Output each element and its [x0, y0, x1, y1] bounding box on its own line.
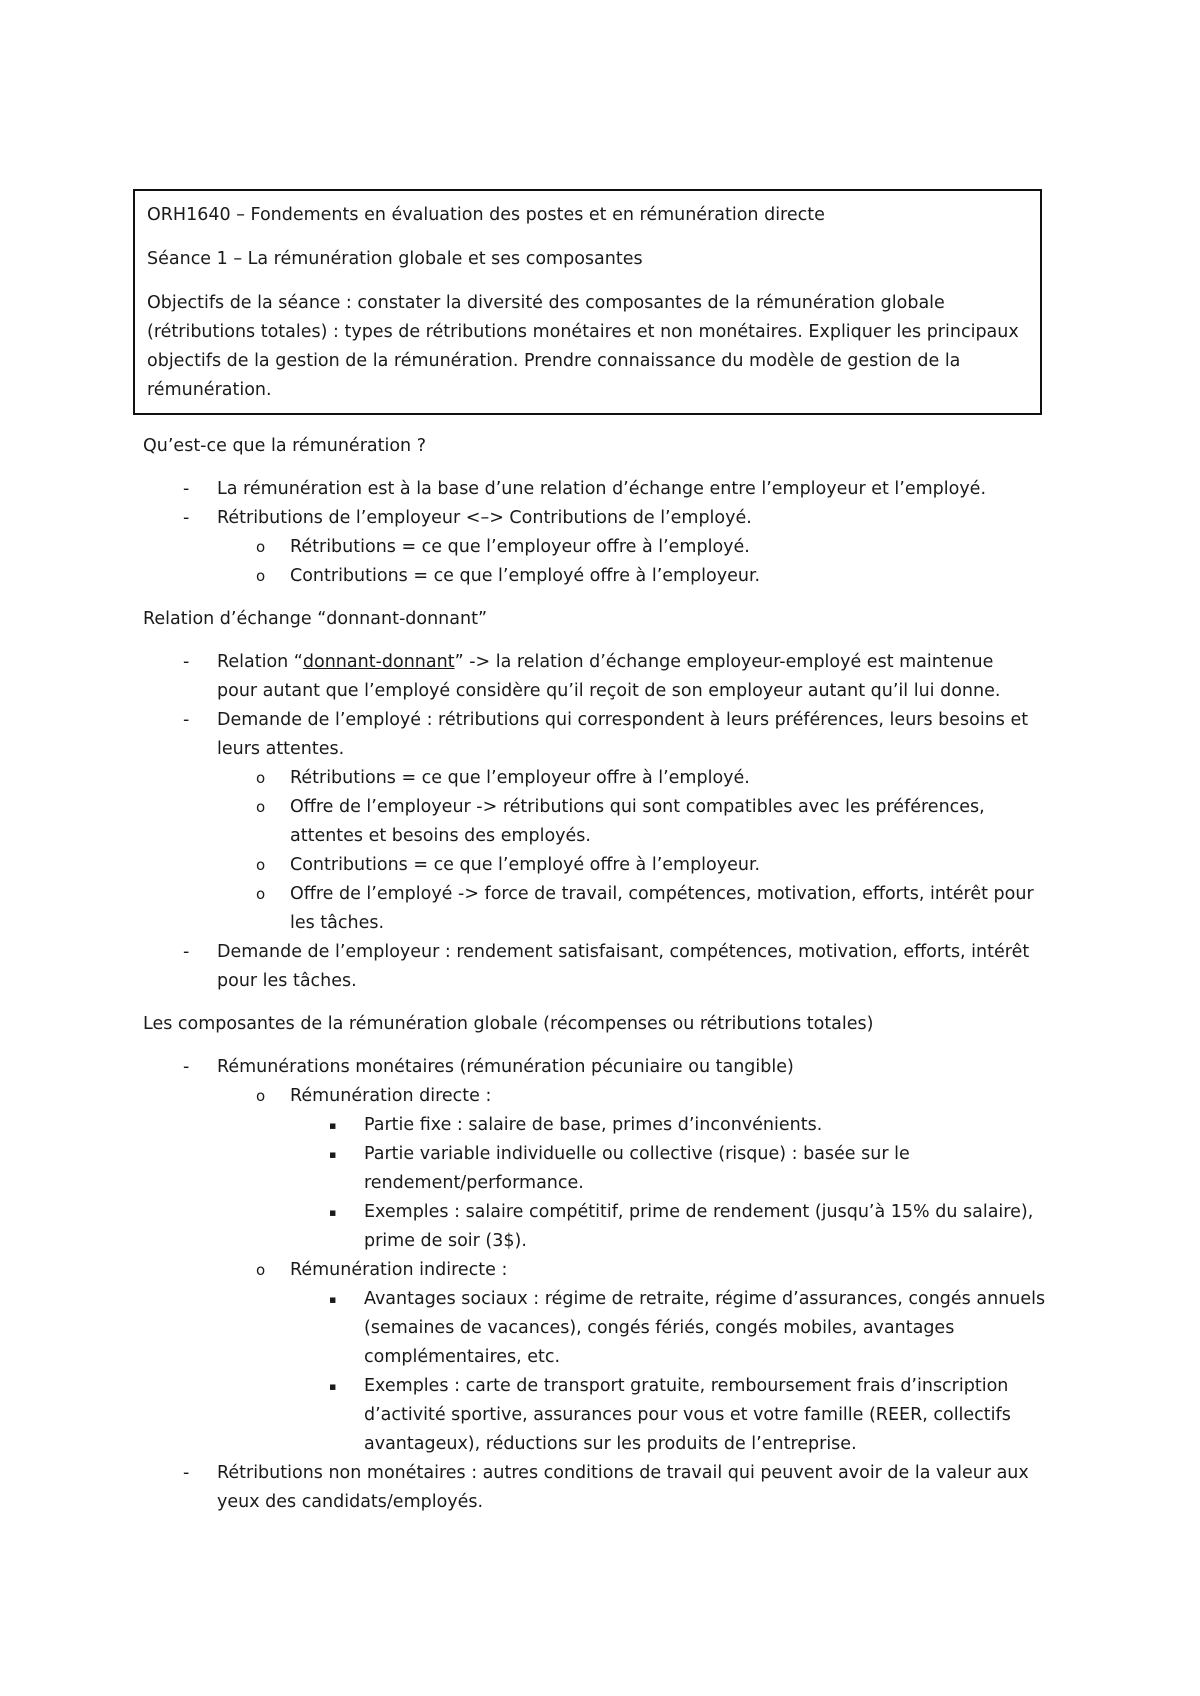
list-item: o Rémunération indirecte :	[143, 1256, 1063, 1285]
list-item: ▪ Partie variable individuelle ou collective (risque) : basée sur le rendement/performance.	[143, 1140, 1063, 1198]
list-item: ▪ Partie fixe : salaire de base, primes d’inconvénients.	[143, 1111, 1063, 1140]
circle-bullet-icon: o	[256, 538, 266, 556]
square-bullet-icon: ▪	[329, 1206, 337, 1219]
list-item: - Rémunérations monétaires (rémunération pécuniaire ou tangible)	[143, 1053, 1063, 1082]
dash-bullet-icon: -	[183, 1057, 190, 1077]
list-item: o Contributions = ce que l’employé offre à l’employeur.	[143, 851, 1063, 880]
section-heading: Les composantes de la rémunération globale (récompenses ou rétributions totales)	[143, 1014, 874, 1034]
list-item: - Rétributions non monétaires : autres conditions de travail qui peuvent avoir de la valeur aux yeux des candidats/employés.	[143, 1459, 1063, 1517]
section-heading: Qu’est-ce que la rémunération ?	[143, 436, 426, 456]
underlined-term: donnant-donnant	[302, 652, 455, 672]
circle-bullet-icon: o	[256, 567, 266, 585]
objectives-line-3: objectifs de la gestion de la rémunération. Prendre connaissance du modèle de gestion de la	[147, 351, 961, 371]
session-title: Séance 1 – La rémunération globale et ses composantes	[147, 249, 643, 269]
square-bullet-icon: ▪	[329, 1293, 337, 1306]
list-item: ▪ Exemples : salaire compétitif, prime de rendement (jusqu’à 15% du salaire), prime de soir (3$).	[143, 1198, 1063, 1256]
circle-bullet-icon: o	[256, 885, 266, 903]
list-item: - Relation “donnant-donnant” -> la relation d’échange employeur-employé est maintenue pour autant que l’employé considère qu’il reçoit de son employeur autant qu’il lui donne.	[143, 648, 1063, 706]
list-item: - Demande de l’employeur : rendement satisfaisant, compétences, motivation, efforts, intérêt pour les tâches.	[143, 938, 1063, 996]
circle-bullet-icon: o	[256, 1261, 266, 1279]
objectives-line-4: rémunération.	[147, 380, 272, 400]
course-title: ORH1640 – Fondements en évaluation des postes et en rémunération directe	[147, 205, 825, 225]
dash-bullet-icon: -	[183, 508, 190, 528]
list-item: ▪ Exemples : carte de transport gratuite, remboursement frais d’inscription d’activité sportive, assurances pour vous et votre famille (REER, collectifs avantageux), réductions sur les produits de l’entreprise.	[143, 1372, 1063, 1459]
list-item: o Contributions = ce que l’employé offre à l’employeur.	[143, 562, 1063, 591]
list-item: - Demande de l’employé : rétributions qui correspondent à leurs préférences, leurs besoins et leurs attentes.	[143, 706, 1063, 764]
square-bullet-icon: ▪	[329, 1380, 337, 1393]
dash-bullet-icon: -	[183, 479, 190, 499]
list-item: o Rétributions = ce que l’employeur offre à l’employé.	[143, 533, 1063, 562]
list-item: - Rétributions de l’employeur <–> Contributions de l’employé.	[143, 504, 1063, 533]
dash-bullet-icon: -	[183, 652, 190, 672]
list-item: o Offre de l’employeur -> rétributions qui sont compatibles avec les préférences, attentes et besoins des employés.	[143, 793, 1063, 851]
list-item: o Offre de l’employé -> force de travail, compétences, motivation, efforts, intérêt pour les tâches.	[143, 880, 1063, 938]
objectives-line-2: (rétributions totales) : types de rétributions monétaires et non monétaires. Expliquer les principaux	[147, 322, 1019, 342]
list-item: o Rémunération directe :	[143, 1082, 1063, 1111]
bullet-list	[143, 648, 1063, 996]
square-bullet-icon: ▪	[329, 1148, 337, 1161]
list-item: - La rémunération est à la base d’une relation d’échange entre l’employeur et l’employé.	[143, 475, 1063, 504]
square-bullet-icon: ▪	[329, 1119, 337, 1132]
list-item: o Rétributions = ce que l’employeur offre à l’employé.	[143, 764, 1063, 793]
circle-bullet-icon: o	[256, 856, 266, 874]
header-box	[133, 189, 1042, 415]
circle-bullet-icon: o	[256, 798, 266, 816]
dash-bullet-icon: -	[183, 942, 190, 962]
bullet-list	[143, 1053, 1063, 1517]
dash-bullet-icon: -	[183, 710, 190, 730]
circle-bullet-icon: o	[256, 769, 266, 787]
circle-bullet-icon: o	[256, 1087, 266, 1105]
bullet-list	[143, 475, 1063, 591]
list-item: ▪ Avantages sociaux : régime de retraite, régime d’assurances, congés annuels (semaines de vacances), congés fériés, congés mobiles, avantages complémentaires, etc.	[143, 1285, 1063, 1372]
dash-bullet-icon: -	[183, 1463, 190, 1483]
objectives-line-1: Objectifs de la séance : constater la diversité des composantes de la rémunération globale	[147, 293, 945, 313]
document-body	[143, 432, 1063, 1517]
section-heading: Relation d’échange “donnant-donnant”	[143, 609, 488, 629]
